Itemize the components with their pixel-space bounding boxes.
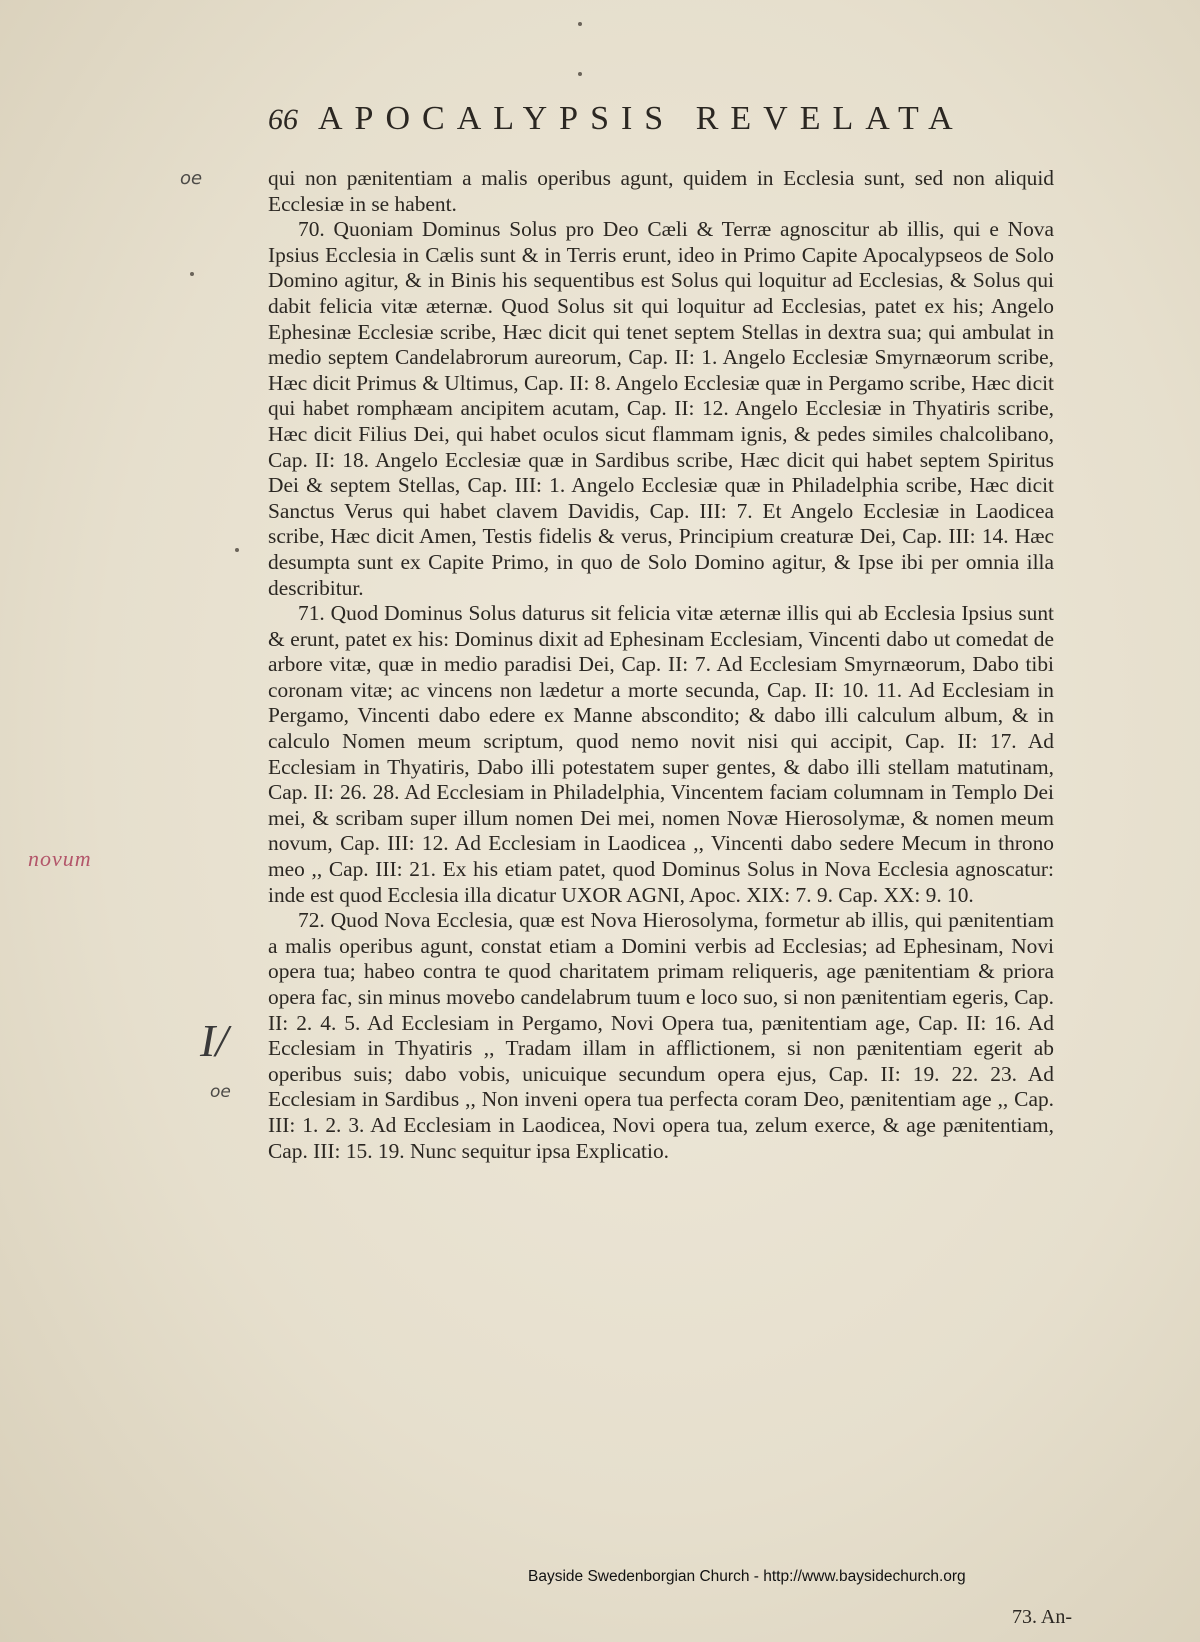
margin-note-handwritten-mark: I/ xyxy=(200,1015,229,1066)
margin-note-oe-lower: oe xyxy=(210,1082,231,1102)
margin-note-oe-top: oe xyxy=(180,168,203,189)
paragraph-72: 72. Quod Nova Ecclesia, quæ est Nova Hierosolyma, formetur ab illis, qui pænitentiam a malis operibus agunt, constat etiam a Domini verbis ad Ecclesias; ad Ephesinam, Novi opera tua; habeo contra te quod charitatem primam reliqueris, age pænitentiam & priora opera fac, sin minus movebo candelabrum tuum e loco suo, si non pænitentiam egeris, Cap. II: 2. 4. 5. Ad Ecclesiam in Pergamo, Novi Opera tua, pænitentiam age, Cap. II: 16. Ad Ecclesiam in Thyatiris ,, Tradam illam in afflictionem, si non pænitentiam egerit ab operibus suis; dabo vobis, unicuique secundum opera ejus, Cap. II: 19. 22. 23. Ad Ecclesiam in Sardibus ,, Non inveni opera tua perfecta coram Deo, pænitentiam age ,, Cap. III: 1. 2. 3. Ad Ecclesiam in Laodicea, Novi opera tua, zelum exerce, & age pænitentiam, Cap. III: 15. 19. Nunc sequitur ipsa Explicatio. xyxy=(268,908,1054,1163)
paragraph-continuation: qui non pænitentiam a malis operibus agunt, quidem in Ecclesia sunt, sed non aliquid Ecclesiæ in se habent. xyxy=(268,166,1054,216)
margin-note-handwritten-word: novum xyxy=(28,846,92,871)
page-header xyxy=(268,100,1054,138)
paper-speck xyxy=(578,22,582,26)
footer-credit: Bayside Swedenborgian Church - http://www.baysidechurch.org xyxy=(528,1568,966,1585)
page-number: 66 xyxy=(268,103,298,136)
paragraph-71: 71. Quod Dominus Solus daturus sit felicia vitæ æternæ illis qui ab Ecclesia Ipsius sunt & erunt, patet ex his: Dominus dixit ad Ephesinam Ecclesiam, Vincenti dabo ut comedat de arbore vitæ, quæ in medio paradisi Dei, Cap. II: 7. Ad Ecclesiam Smyrnæorum, Dabo tibi coronam vitæ; ac vincens non lædetur a morte secunda, Cap. II: 10. 11. Ad Ecclesiam in Pergamo, Vincenti dabo edere ex Manne abscondito; & dabo illi calculum album, & in calculo Nomen meum scriptum, quod nemo novit nisi qui accipit, Cap. II: 17. Ad Ecclesiam in Thyatiris, Dabo illi potestatem super gentes, & dabo illi stellam matutinam, Cap. II: 26. 28. Ad Ecclesiam in Philadelphia, Vincentem faciam columnam in Templo Dei mei, & scribam super illum nomen Dei mei, nomen Novæ Hierosolymæ, & nomen meum novum, Cap. III: 12. Ad Ecclesiam in Laodicea ,, Vincenti dabo sedere Mecum in throno meo ,, Cap. III: 21. Ex his etiam patet, quod Dominus Solus in Nova Ecclesia agnoscatur: inde est quod Ecclesia illa dicatur UXOR AGNI, Apoc. XIX: 7. 9. Cap. XX: 9. 10. xyxy=(268,601,1054,907)
paper-speck xyxy=(578,72,582,76)
catchword: 73. An- xyxy=(1012,1606,1072,1628)
paper-speck xyxy=(190,272,194,276)
body-text xyxy=(268,166,1054,1164)
paragraph-70: 70. Quoniam Dominus Solus pro Deo Cæli & Terræ agnoscitur ab illis, qui e Nova Ipsius Ecclesia in Cælis sunt & in Terris erunt, ideo in Primo Capite Apocalypseos de Solo Domino agitur, & in Binis his sequentibus est Solus qui loquitur ad Ecclesias, & Solus qui dabit felicia vitæ æternæ. Quod Solus sit qui loquitur ad Ecclesias, patet ex his; Angelo Ephesinæ Ecclesiæ scribe, Hæc dicit qui tenet septem Stellas in dextra sua; qui ambulat in medio septem Candelabrorum aureorum, Cap. II: 1. Angelo Ecclesiæ Smyrnæorum scribe, Hæc dicit Primus & Ultimus, Cap. II: 8. Angelo Ecclesiæ quæ in Pergamo scribe, Hæc dicit qui habet romphæam ancipitem acutam, Cap. II: 12. Angelo Ecclesiæ in Thyatiris scribe, Hæc dicit Filius Dei, qui habet oculos sicut flammam ignis, & pedes similes chalcolibano, Cap. II: 18. Angelo Ecclesiæ quæ in Sardibus scribe, Hæc dicit qui habet septem Spiritus Dei & septem Stellas, Cap. III: 1. Angelo Ecclesiæ quæ in Philadelphia scribe, Hæc dicit Sanctus Verus qui habet clavem Davidis, Cap. III: 7. Et Angelo Ecclesiæ in Laodicea scribe, Hæc dicit Amen, Testis fidelis & verus, Principium creaturæ Dei, Cap. III: 14. Hæc desumpta sunt ex Capite Primo, in quo de Solo Domino agitur, & Ipse ibi per omnia illa describitur. xyxy=(268,217,1054,600)
paper-speck xyxy=(235,548,239,552)
running-head: APOCALYPSIS REVELATA xyxy=(318,100,965,137)
